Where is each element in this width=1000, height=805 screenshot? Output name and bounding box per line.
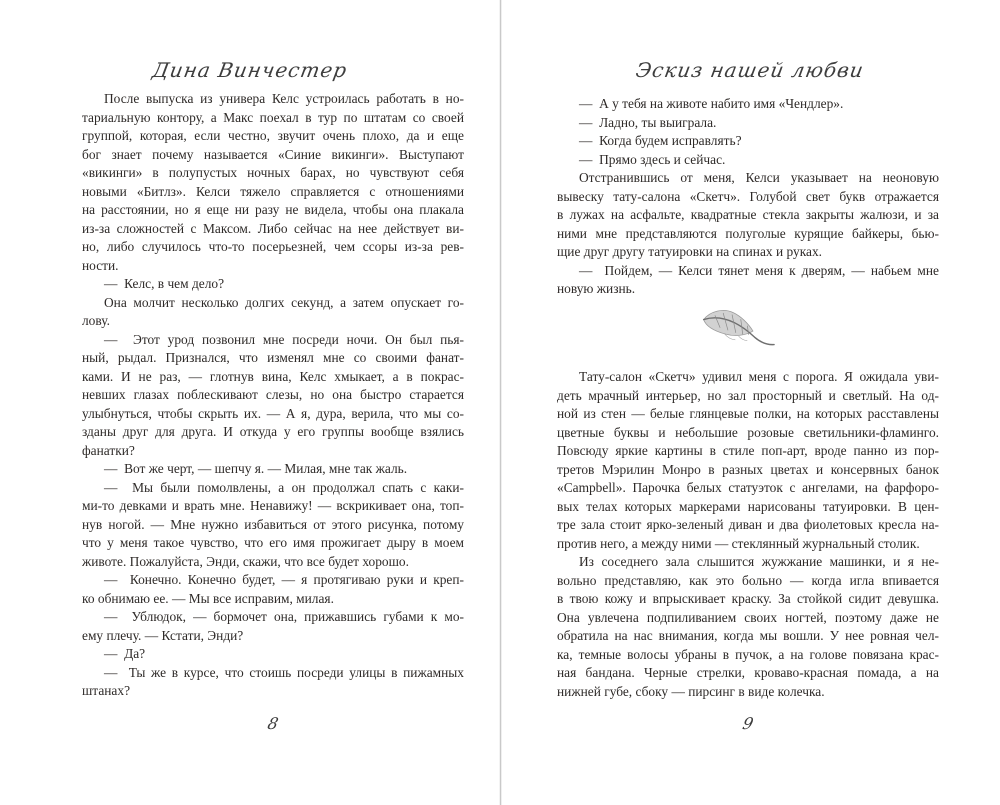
text-line: Тату-салон «Скетч» удивил меня с порога. Я ожидала уви- <box>579 369 939 384</box>
text-line: животе. Пожалуйста, Энди, скажи, что все будет хорошо. <box>82 553 409 569</box>
text-line: деть мрачный интерьер, но зал просторный и светлый. На од- <box>557 387 939 403</box>
text-line: вывеску тату-салона «Скетч». Голубой свет букв отражается <box>557 188 939 204</box>
text-line: улыбнуться, чтобы скрыть их. — А я, дура, верила, что мы со- <box>82 405 464 421</box>
text-line: ная бандана. Черные стрелки, кроваво-красная помада, а на <box>557 665 939 680</box>
text-line: — А у тебя на животе набито имя «Чендлер». <box>579 96 844 111</box>
text-line: против него, а между ними — стеклянный журнальный столик. <box>557 535 920 551</box>
text-line: — Ублюдок, — бормочет она, прижавшись губами к мо- <box>104 609 464 624</box>
text-line: — Да? <box>104 646 146 661</box>
text-line: зданы друг для друга. И откуда у его группы вообще взялись <box>82 424 464 439</box>
page-number: 8 <box>265 714 281 733</box>
text-line: новыми «Битлз». Келси тяжело справляется с отношениями <box>82 183 464 199</box>
text-line: штанах? <box>82 683 131 698</box>
text-line: После выпуска из универа Келс устроилась работать в но- <box>104 91 464 106</box>
text-line: обратила на нас внимания, когда мы вошли. У нее ровная чел- <box>557 628 939 643</box>
text-line: невших глазах поблескивают слезы, но она быстро старается <box>82 387 464 402</box>
text-line: фанатки? <box>82 442 135 458</box>
text-line: из-за сложностей с Максом. Либо сейчас на нее действует ви- <box>82 220 464 236</box>
text-line: — Ладно, ты выиграла. <box>579 114 717 130</box>
text-line: ними мне представляются полуголые курящие байкеры, бью- <box>557 225 939 241</box>
text-line: — Конечно. Конечно будет, — я протягиваю руки и креп- <box>104 572 464 587</box>
page-number: 9 <box>740 714 756 733</box>
text-line: бог знает почему называется «Синие викинги». Выступают <box>82 146 464 162</box>
text-line: Она увлечена подпиливанием своих ногтей, поэтому даже не <box>557 609 939 625</box>
text-line: новую жизнь. <box>557 281 636 296</box>
right-page-text-top <box>557 95 939 299</box>
text-line: — Когда будем исправлять? <box>579 133 742 148</box>
text-line: — Этот урод позвонил мне посреди ночи. Он был пья- <box>104 331 464 347</box>
text-line: но, либо случилось что-то посерьезней, чем ссоры из-за рев- <box>82 239 464 254</box>
text-line: ко обнимаю ее. — Мы все исправим, милая. <box>82 590 334 606</box>
text-line: на расстоянии, но я еще ни разу не видела, чтобы она плакала <box>82 202 464 217</box>
text-line: Отстранившись от меня, Келси указывает на неоновую <box>579 170 939 185</box>
text-line: — Прямо здесь и сейчас. <box>579 151 726 167</box>
text-line: тариальную контору, а Макс поехал в тур по штатам со своей <box>82 109 464 125</box>
left-page-text <box>82 90 464 701</box>
text-line: нижней губе, сбоку — пирсинг в виде колечка. <box>557 683 825 699</box>
text-line: — Келс, в чем дело? <box>104 276 225 291</box>
text-line: лову. <box>82 313 110 328</box>
text-line: в твою кожу и впрыскивает краску. За стойкой сидит девушка. <box>557 591 939 606</box>
text-line: Она молчит несколько долгих секунд, а затем опускает го- <box>104 294 464 310</box>
text-line: ности. <box>82 257 119 273</box>
text-line: ный, рыдал. Признался, что изменял мне со своими фанат- <box>82 350 464 365</box>
text-line: «Campbell». Парочка белых статуэток с ангелами, на фарфоро- <box>557 480 939 495</box>
text-line: Повсюду яркие картины в стиле поп-арт, вроде панно из пор- <box>557 443 939 458</box>
text-line: ми-то девками и врать мне. Ненавижу! — вскрикивает она, топ- <box>82 498 464 513</box>
text-line: — Ты же в курсе, что стоишь посреди улицы в пижамных <box>104 664 464 680</box>
text-line: — Пойдем, — Келси тянет меня к дверям, — набьем мне <box>579 262 939 278</box>
text-line: ему плечу. — Кстати, Энди? <box>82 627 244 643</box>
running-header-title: Эскиз нашей любви <box>633 58 867 82</box>
text-line: вольно представляю, как это больно — когда игла впивается <box>557 572 939 588</box>
text-line: нув ногой. — Мне нужно избавиться от этого рисунка, потому <box>82 516 464 532</box>
text-line: ной из стен — белые глянцевые полки, на которых расставлены <box>557 406 939 421</box>
right-page <box>500 0 1000 805</box>
text-line: что у меня такое чувство, что его имя прожигает дыру в моем <box>82 535 464 550</box>
text-line: тре зала стоит ярко-зеленый диван и два фиолетовых кресла на- <box>557 517 939 532</box>
text-line: — Вот же черт, — шепчу я. — Милая, мне так жаль. <box>104 461 408 476</box>
right-page-text-bottom <box>557 368 939 701</box>
text-line: цветные буквы и небольшие розовые светильники-фламинго. <box>557 424 939 440</box>
text-line: Из соседнего зала слышится жужжание машинки, и я не- <box>579 554 939 569</box>
text-line: щие друг другу татуировки на спинах и руках. <box>557 244 822 259</box>
running-header-author: Дина Винчестер <box>150 58 350 82</box>
text-line: третов Мэрилин Монро в разных цветах и консервных банок <box>557 461 939 477</box>
text-line: ка, темные волосы убраны в пучок, а на голове повязана крас- <box>557 646 939 662</box>
text-line: — Мы были помолвлены, а он продолжал спать с каки- <box>104 479 464 495</box>
text-line: группой, которая, если честно, звучит очень плохо, да и еще <box>82 128 464 143</box>
text-line: «викинги» в полупустых ночных барах, но чувствуют себя <box>82 165 464 180</box>
text-line: вых телах которых маркерами нарисованы татуировки. В цен- <box>557 498 939 514</box>
text-line: ками. И не раз, — глотнув вина, Келс хмыкает, а в покрас- <box>82 368 464 384</box>
feather-ornament-icon <box>695 306 781 354</box>
text-line: в лужах на асфальте, квадратные стекла закрыты жалюзи, и за <box>557 207 939 222</box>
